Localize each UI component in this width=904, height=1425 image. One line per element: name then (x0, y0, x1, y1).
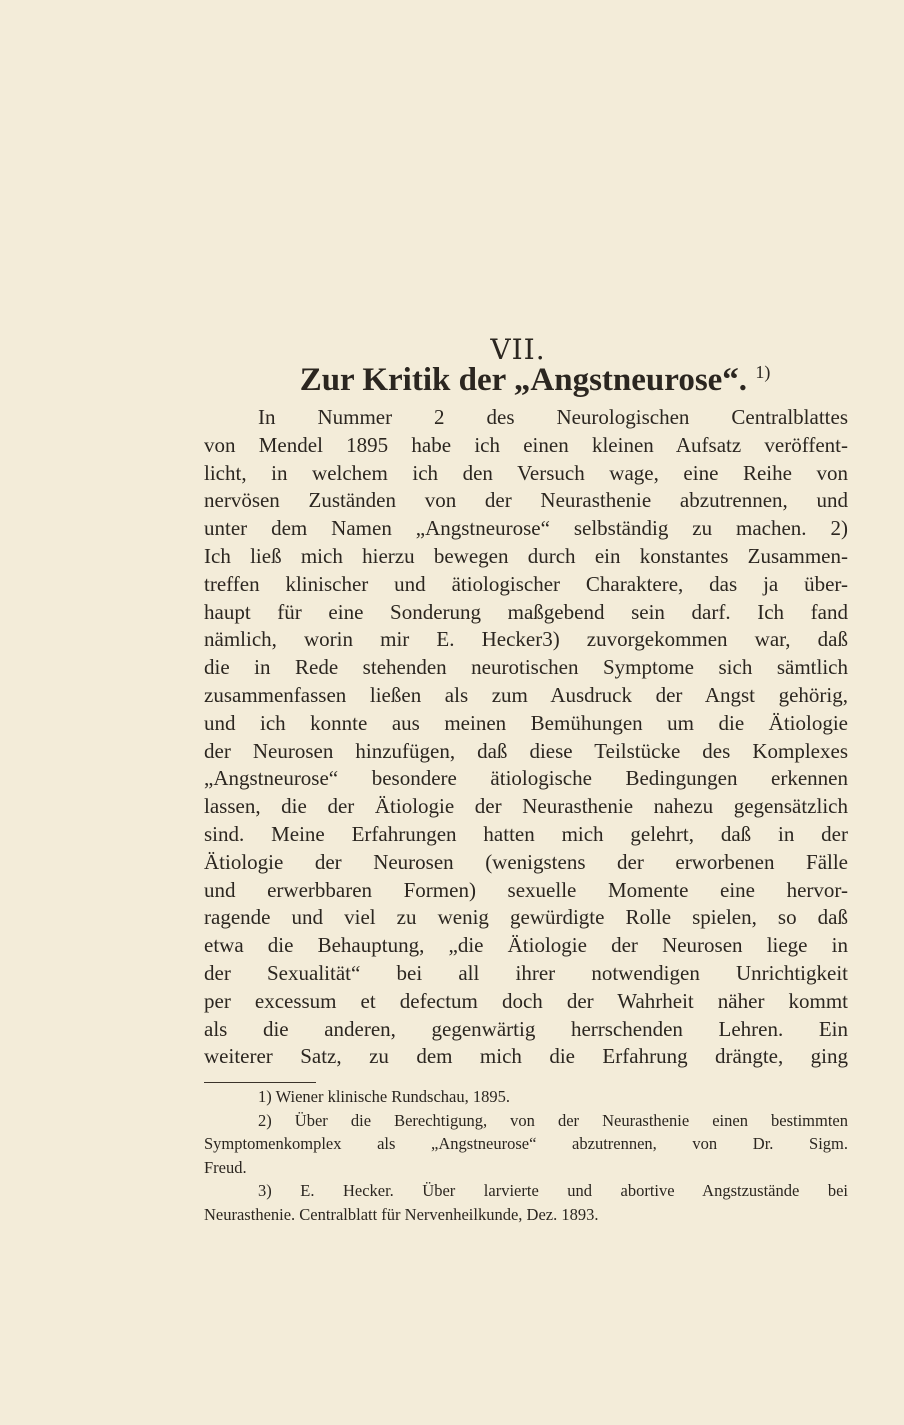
footnote-divider (204, 1082, 316, 1083)
body-line: und ich konnte aus meinen Bemühungen um die Ätiologie (204, 710, 848, 735)
body-text (204, 404, 848, 1071)
footnote-line: Symptomenkomplex als „Angstneurose“ abzutrennen, von Dr. Sigm. (204, 1134, 848, 1153)
body-line: Ich ließ mich hierzu bewegen durch ein konstantes Zusammen- (204, 543, 848, 568)
body-line: treffen klinischer und ätiologischer Charaktere, das ja über- (204, 571, 848, 596)
chapter-title (0, 362, 904, 399)
body-line: In Nummer 2 des Neurologischen Centralblattes (258, 405, 848, 429)
body-line: der Sexualität“ bei all ihrer notwendigen Unrichtigkeit (204, 960, 848, 985)
body-line: unter dem Namen „Angstneurose“ selbständig zu machen. 2) (204, 516, 848, 541)
body-line: ragende und viel zu wenig gewürdigte Rolle spielen, so daß (204, 905, 848, 930)
body-line: nervösen Zuständen von der Neurasthenie abzutrennen, und (204, 488, 848, 513)
footnote-line: Neurasthenie. Centralblatt für Nervenheilkunde, Dez. 1893. (204, 1204, 599, 1224)
footnote-line: 1) Wiener klinische Rundschau, 1895. (258, 1087, 510, 1106)
footnote-line: 2) Über die Berechtigung, von der Neurasthenie einen bestimmten (258, 1110, 848, 1130)
footnote-line: 3) E. Hecker. Über larvierte und abortive Angstzustände bei (258, 1181, 848, 1200)
body-line: die in Rede stehenden neurotischen Symptome sich sämtlich (204, 655, 848, 680)
body-line: weiterer Satz, zu dem mich die Erfahrung drängte, ging (204, 1044, 848, 1069)
body-line: lassen, die der Ätiologie der Neurasthenie nahezu gegensätzlich (204, 794, 848, 819)
body-line: „Angstneurose“ besondere ätiologische Bedingungen erkennen (204, 766, 848, 791)
body-line: etwa die Behauptung, „die Ätiologie der Neurosen liege in (204, 933, 848, 958)
footnotes (204, 1085, 848, 1226)
body-line: zusammenfassen ließen als zum Ausdruck der Angst gehörig, (204, 682, 848, 707)
body-line: haupt für eine Sonderung maßgebend sein darf. Ich fand (204, 599, 848, 624)
chapter-number: VII. (490, 333, 546, 366)
body-line: Ätiologie der Neurosen (wenigstens der erworbenen Fälle (204, 849, 848, 874)
chapter-title-text: Zur Kritik der „Angstneurose“. (299, 362, 748, 398)
body-line: und erwerbbaren Formen) sexuelle Momente eine hervor- (204, 877, 848, 902)
body-line: als die anderen, gegenwärtig herrschenden Lehren. Ein (204, 1016, 848, 1041)
body-line: sind. Meine Erfahrungen hatten mich gelehrt, daß in der (204, 821, 848, 846)
body-line: licht, in welchem ich den Versuch wage, eine Reihe von (204, 460, 848, 485)
footnote-line: Freud. (204, 1157, 247, 1177)
body-line: nämlich, worin mir E. Hecker3) zuvorgekommen war, daß (204, 627, 848, 652)
body-line: von Mendel 1895 habe ich einen kleinen Aufsatz veröffent- (204, 432, 848, 457)
body-line: der Neurosen hinzufügen, daß diese Teilstücke des Komplexes (204, 738, 848, 763)
body-line: per excessum et defectum doch der Wahrheit näher kommt (204, 988, 848, 1013)
title-footnote-mark: 1) (755, 362, 771, 382)
